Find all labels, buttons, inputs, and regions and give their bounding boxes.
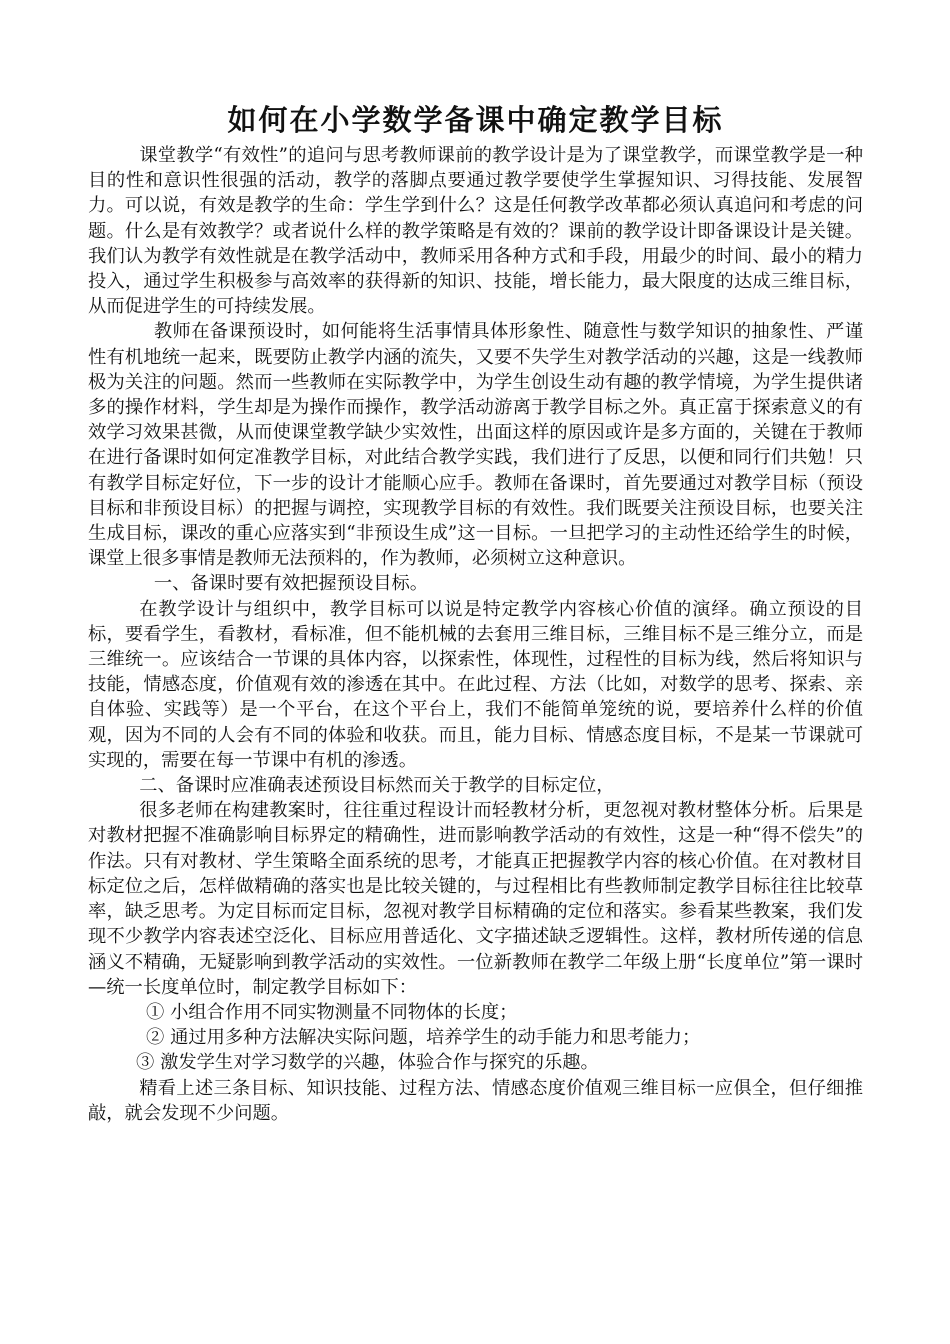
section-heading-2: 二、备课时应准确表述预设目标然而关于教学的目标定位，	[139, 775, 615, 797]
document-page	[88, 100, 863, 1126]
goal-list-item-3: ③ 激发学生对学习数学的兴趣，体验合作与探究的乐趣。	[136, 1052, 599, 1074]
paragraph-teacher-preparation: 教师在备课预设时，如何能将生活事情具体形象性、随意性与数学知识的抽象性、严谨性有机地统一起来，既要防止教学内涵的流失，又要不失学生对教学活动的兴趣，这是一线教师极为关注的问题。然而一些教师在实际教学中，为学生创设生动有趣的教学情境，为学生提供诸多的操作材料，学生却是为操作而操作，教学活动游离于教学目标之外。真正富于探索意义的有效学习效果甚微，从而使课堂教学缺少实效性，出面这样的原因或许是多方面的，关键在于教师在进行备课时如何定准教学目标，对此结合教学实践，我们进行了反思，以便和同行们共勉！只有教学目标定好位，下一步的设计才能顺心应手。教师在备课时，首先要通过对教学目标（预设目标和非预设目标）的把握与调控，实现教学目标的有效性。我们既要关注预设目标，也要关注生成目标，课改的重心应落实到“非预设生成”这一目标。一旦把学习的主动性还给学生的时候，课堂上很多事情是教师无法预料的，作为教师，必须树立这种意识。	[88, 321, 863, 570]
goal-list-item-2: ② 通过用多种方法解决实际问题，培养学生的动手能力和思考能力；	[146, 1027, 701, 1049]
section-heading-1: 一、备课时要有效把握预设目标。	[153, 573, 429, 595]
paragraph-intro: 课堂教学“有效性”的追问与思考教师课前的教学设计是为了课堂教学，而课堂教学是一种目的性和意识性很强的活动，教学的落脚点要通过教学要使学生掌握知识、习得技能、发展智力。可以说，有效是教学的生命：学生学到什么？这是任何教学改革都必须认真追问和考虑的问题。什么是有效教学？或者说什么样的教学策略是有效的？课前的教学设计即备课设计是关键。我们认为教学有效性就是在教学活动中，教师采用各种方式和手段，用最少的时间、最小的精力投入，通过学生积极参与高效率的获得新的知识、技能，增长能力，最大限度的达成三维目标，从而促进学生的可持续发展。	[88, 145, 863, 318]
paragraph-closing: 精看上述三条目标、知识技能、过程方法、情感态度价值观三维目标一应俱全，但仔细推敲，就会发现不少问题。	[88, 1077, 863, 1124]
paragraph-section-2: 很多老师在构建教案时，往往重过程设计而轻教材分析，更忽视对教材整体分析。后果是对教材把握不准确影响目标界定的精确性，进而影响教学活动的有效性，这是一种“得不偿失”的作法。只有对教材、学生策略全面系统的思考，才能真正把握教学内容的核心价值。在对教材目标定位之后，怎样做精确的落实也是比较关键的，与过程相比有些教师制定教学目标往往比较草率，缺乏思考。为定目标而定目标，忽视对教学目标精确的定位和落实。参看某些教案，我们发现不少教学内容表述空泛化、目标应用普适化、文字描述缺乏逻辑性。这样，教材所传递的信息涵义不精确，无疑影响到教学活动的实效性。一位新教师在教学二年级上册“长度单位”第一课时—统一长度单位时，制定教学目标如下：	[88, 800, 863, 998]
goal-list-item-1: ① 小组合作用不同实物测量不同物体的长度；	[146, 1001, 518, 1023]
paragraph-section-1: 在教学设计与组织中，教学目标可以说是特定教学内容核心价值的演绎。确立预设的目标，要看学生，看教材，看标准，但不能机械的去套用三维目标，三维目标不是三维分立，而是三维统一。应该结合一节课的具体内容，以探索性，体现性，过程性的目标为线，然后将知识与技能，情感态度，价值观有效的渗透在其中。在此过程、方法（比如，对数学的思考、探索、亲自体验、实践等）是一个平台，在这个平台上，我们不能简单笼统的说，要培养什么样的价值观，因为不同的人会有不同的体验和收获。而且，能力目标、情感态度目标，不是某一节课就可实现的，需要在每一节课中有机的渗透。	[88, 598, 863, 771]
document-title: 如何在小学数学备课中确定教学目标	[227, 103, 724, 137]
